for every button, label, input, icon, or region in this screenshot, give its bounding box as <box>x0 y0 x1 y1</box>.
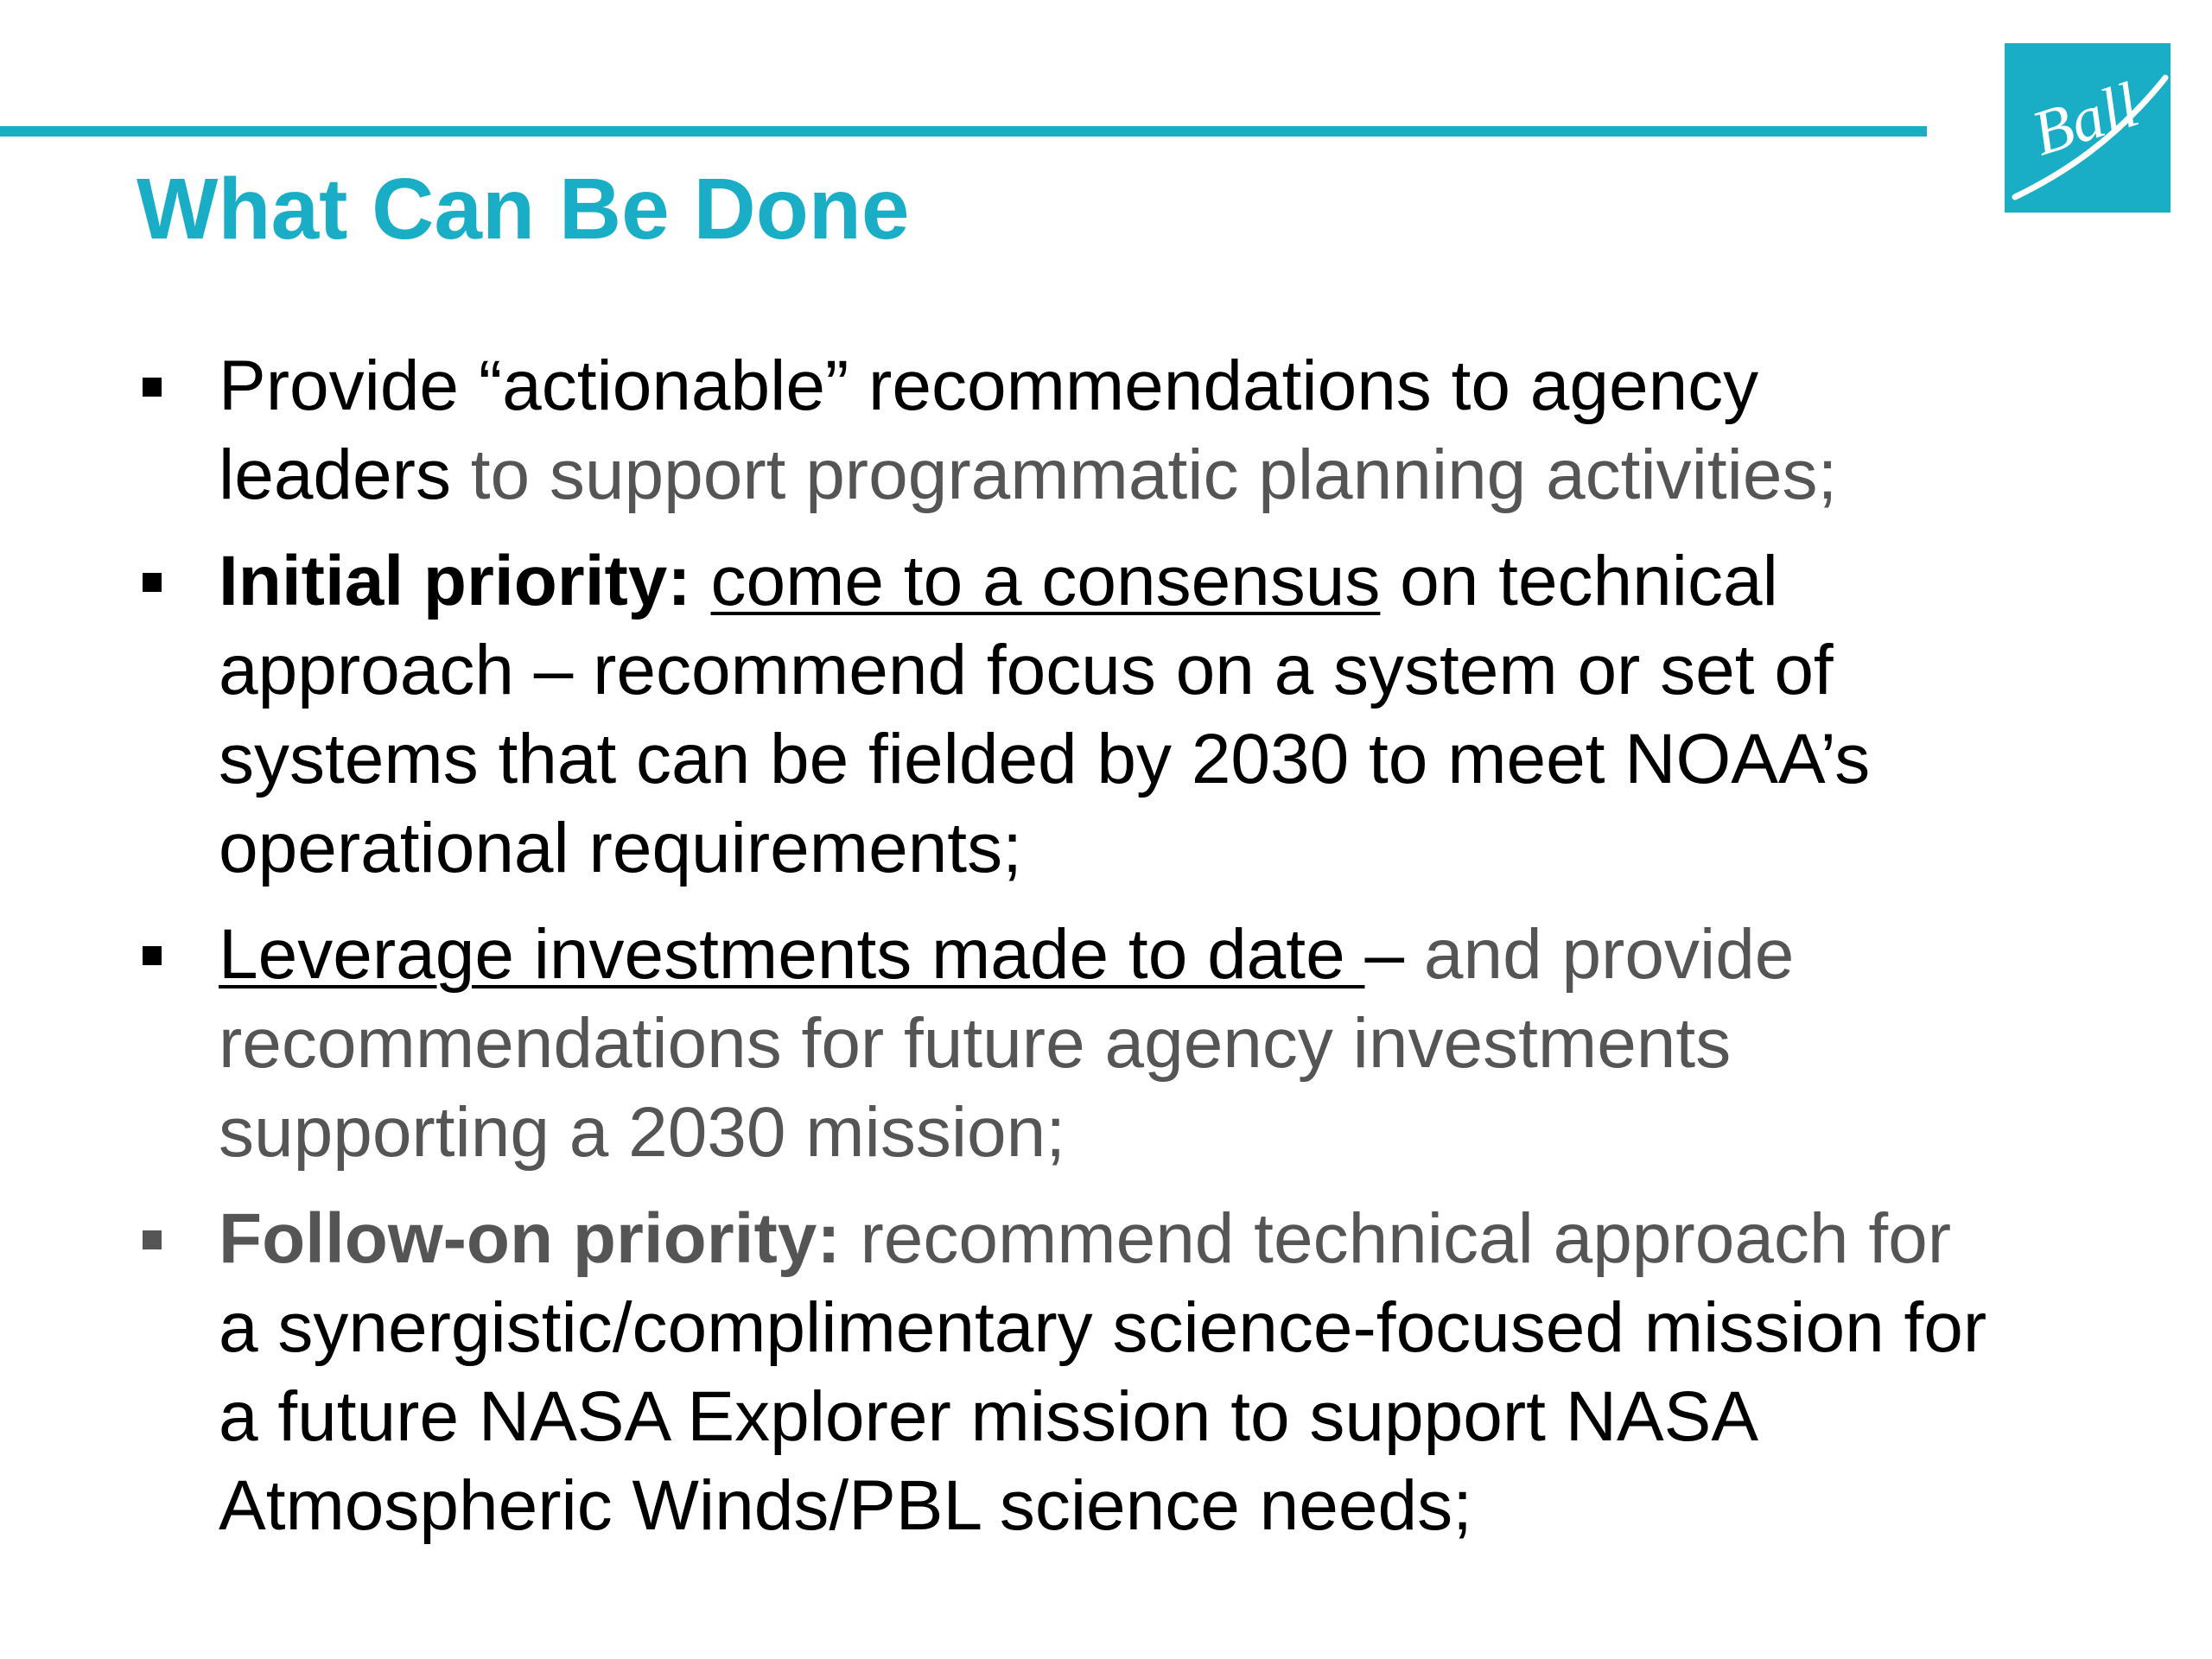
bullet-3-line-1 <box>219 910 2212 999</box>
bullet-item-2 <box>0 537 2212 893</box>
title-rule <box>0 126 1927 137</box>
bullet-2-line-1 <box>219 537 2212 626</box>
bullet-3-dash: – <box>1364 915 1405 994</box>
bullet-marker-icon <box>143 573 162 592</box>
bullet-1-line-2 <box>219 430 2212 519</box>
bullet-4-line-2: a synergistic/complimentary science-focused mission for <box>219 1288 1987 1367</box>
bullet-4-line-4: Atmospheric Winds/PBL science needs; <box>219 1466 1472 1545</box>
bullet-item-4 <box>0 1194 2212 1550</box>
bullet-1-leaders-text: leaders <box>219 435 451 514</box>
bullet-1-rest-text: to support programmatic planning activities; <box>450 435 1838 514</box>
bullet-3-underlined: Leverage investments made to date <box>219 915 1365 994</box>
ball-logo-icon <box>2005 43 2171 213</box>
bullet-4-line-1-rest: recommend technical approach for <box>840 1199 1952 1278</box>
bullet-3-line-3: supporting a 2030 mission; <box>219 1093 1066 1172</box>
bullet-item-3 <box>0 910 2212 1177</box>
bullet-2-line-2: approach – recommend focus on a system or set of <box>219 631 1834 709</box>
bullet-4-line-1 <box>219 1194 2212 1283</box>
bullet-2-line-1-rest: on technical <box>1380 542 1778 620</box>
slide-title: What Can Be Done <box>137 161 910 257</box>
logo-text: Ball <box>2024 69 2147 170</box>
bullet-2-underlined: come to a consensus <box>710 542 1381 620</box>
bullet-marker-icon <box>143 946 162 965</box>
bullet-2-line-4: operational requirements; <box>219 809 1022 887</box>
bullet-2-line-3: systems that can be fielded by 2030 to meet NOAA’s <box>219 720 1871 798</box>
bullet-4-label: Follow-on priority: <box>219 1199 841 1278</box>
bullet-2-label: Initial priority: <box>219 542 691 620</box>
bullet-4-line-3: a future NASA Explorer mission to support NASA <box>219 1377 1759 1456</box>
bullet-marker-icon <box>143 1230 162 1249</box>
bullet-3-line-2: recommendations for future agency investments <box>219 1004 1732 1083</box>
bullet-marker-icon <box>143 378 162 397</box>
bullet-1-line-1: Provide “actionable” recommendations to agency <box>219 346 1759 425</box>
bullet-list <box>0 341 2212 1567</box>
bullet-item-1 <box>0 341 2212 519</box>
bullet-3-line-1-rest: and provide <box>1404 915 1795 994</box>
